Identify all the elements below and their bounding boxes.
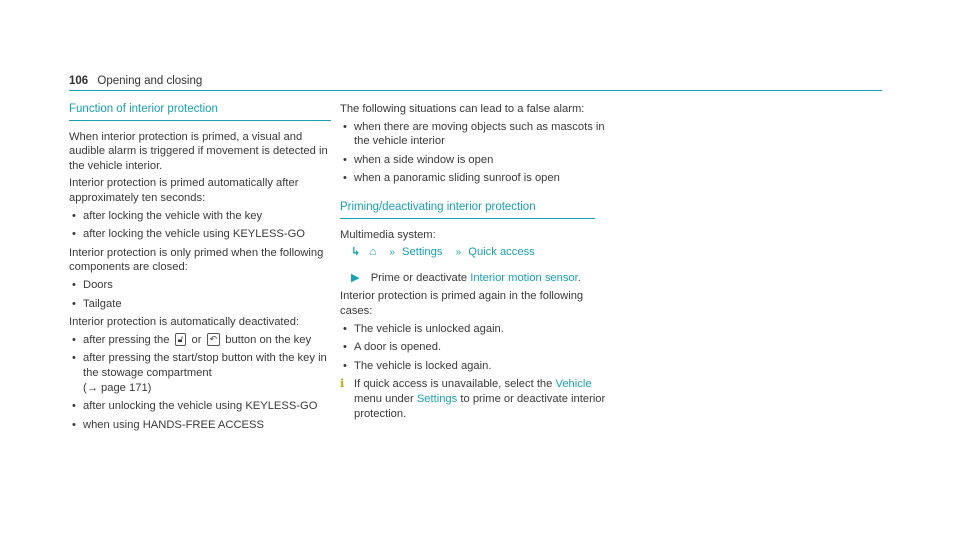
list-item: • A door is opened. — [340, 340, 608, 355]
priming-title: Priming/deactivating interior protection — [340, 200, 595, 219]
list-item: • after pressing the start/stop button with the key in the stowage compartment (→ page 171) — [69, 351, 331, 395]
header-rule — [69, 90, 882, 91]
chevron-right-icon: » — [389, 247, 395, 259]
intro-text: When interior protection is primed, a visual and audible alarm is triggered if movement is detected in the vehicle interior. — [69, 130, 328, 172]
deact-list — [69, 333, 331, 433]
nav-path — [340, 245, 608, 261]
interior-motion-sensor-link[interactable]: Interior motion sensor — [470, 271, 578, 284]
list-item: • after locking the vehicle using KEYLESS-GO — [69, 227, 331, 242]
list-item: • after unlocking the vehicle using KEYLESS-GO — [69, 399, 331, 414]
left-column — [69, 102, 331, 432]
reprime-list — [340, 322, 608, 374]
multimedia-label: Multimedia system: — [340, 228, 436, 241]
right-column — [340, 102, 608, 421]
action-step: ▶ Prime or deactivate Interior motion sensor. — [351, 271, 581, 284]
chevron-right-icon: » — [455, 247, 462, 259]
action-arrow-icon: ▶ — [351, 271, 360, 284]
list-item: • when a panoramic sliding sunroof is open — [340, 171, 608, 186]
alarm-intro-text: The following situations can lead to a false alarm: — [340, 103, 585, 115]
section-title: Opening and closing — [97, 75, 203, 87]
page-reference[interactable]: (→ page 171) — [83, 381, 152, 394]
list-item: • when a side window is open — [340, 153, 608, 168]
prime-list — [69, 209, 331, 242]
list-item: • when there are moving objects such as mascots in the vehicle interior — [340, 120, 608, 149]
tip-note: ℹ If quick access is unavailable, select the Vehicle menu under Settings to prime or deactivate interior protection. — [340, 378, 606, 420]
info-tip-icon: ℹ — [340, 378, 345, 391]
list-item: • The vehicle is unlocked again. — [340, 322, 608, 337]
closed-list — [69, 278, 331, 311]
tailgate-key-icon: ↶ — [207, 333, 221, 346]
list-item: • after locking the vehicle with the key — [69, 209, 331, 224]
closed-intro-text: Interior protection is only primed when the following components are closed: — [69, 246, 324, 274]
alarm-list — [340, 120, 608, 186]
nav-quick-access[interactable]: Quick access — [468, 246, 535, 259]
unlock-key-icon: 🔓︎ — [175, 333, 187, 346]
list-item: • when using HANDS-FREE ACCESS — [69, 418, 331, 433]
page-number: 106 — [69, 75, 89, 87]
vehicle-menu-link[interactable]: Vehicle — [555, 378, 592, 391]
reprime-intro-text: Interior protection is primed again in the following cases: — [340, 290, 584, 317]
nav-arrow-icon: ↳ — [351, 246, 361, 259]
nav-settings[interactable]: Settings — [402, 246, 443, 259]
function-title: Function of interior protection — [69, 102, 331, 121]
list-item: • The vehicle is locked again. — [340, 359, 608, 374]
deact-intro-text: Interior protection is automatically deactivated: — [69, 316, 300, 329]
list-item: • after pressing the 🔓︎ or ↶ button on the key — [69, 333, 331, 348]
home-icon[interactable]: ⌂ — [369, 246, 377, 259]
page-header — [69, 74, 202, 89]
list-item: • Tailgate — [69, 297, 331, 312]
auto-prime-text: Interior protection is primed automatically after approximately ten seconds: — [69, 177, 299, 204]
list-item: • Doors — [69, 278, 331, 293]
settings-link[interactable]: Settings — [416, 392, 458, 405]
